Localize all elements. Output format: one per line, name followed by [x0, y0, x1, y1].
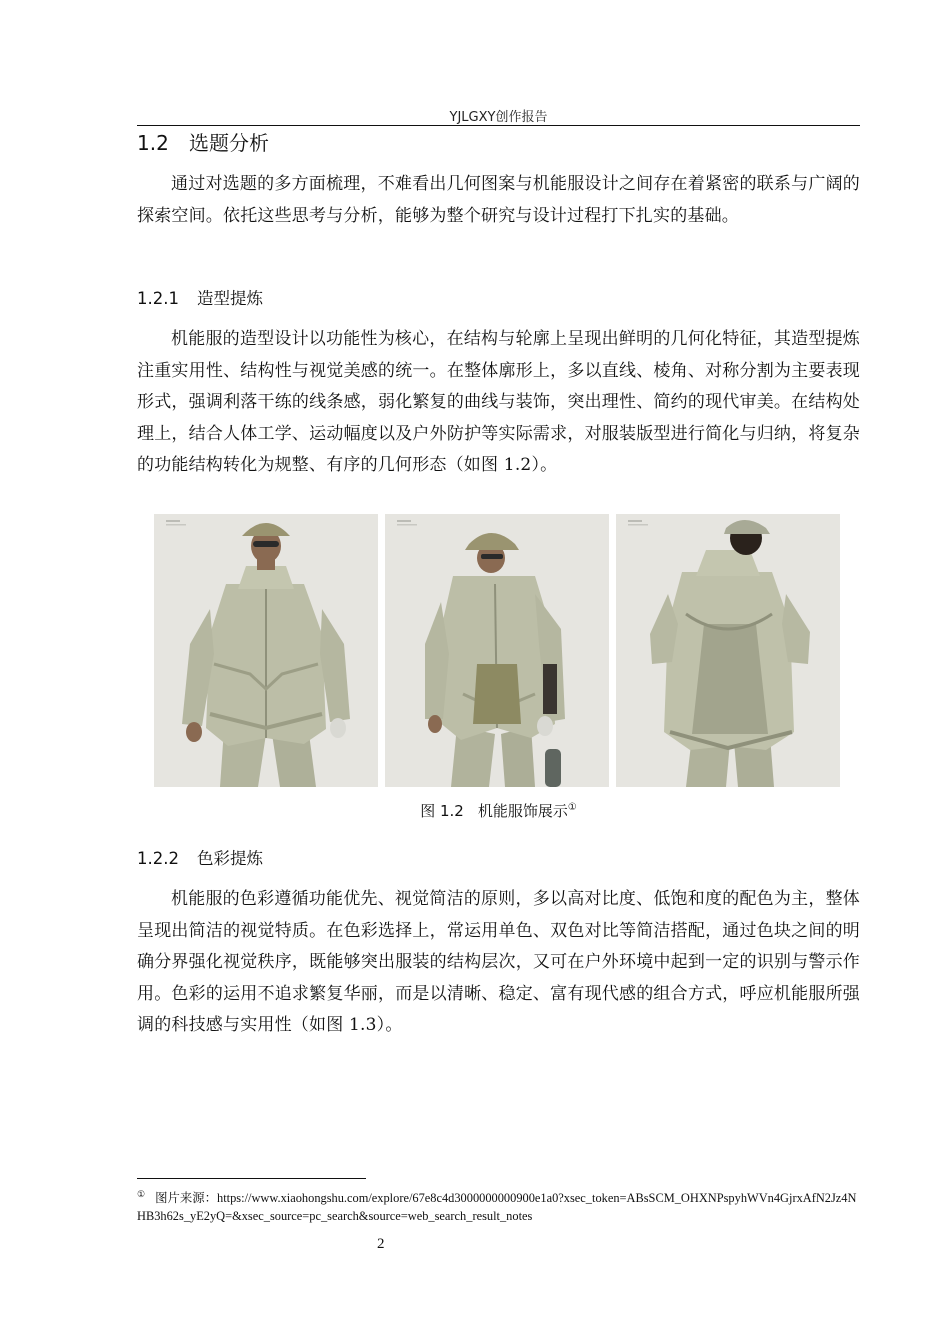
- color-paragraph: 机能服的色彩遵循功能优先、视觉简洁的原则，多以高对比度、低饱和度的配色为主，整体呈现出简洁的视觉特质。在色彩选择上，常运用单色、双色对比等简洁搭配，通过色块之间的明确分界强化视觉秩序，既能够突出服装的结构层次，又可在户外环境中起到一定的识别与警示作用。色彩的运用不追求繁复华丽，而是以清晰、稳定、富有现代感的组合方式，呼应机能服所强调的科技感与实用性（如图 1.3）。: [137, 889, 860, 1035]
- header-rule: [137, 125, 860, 126]
- subsection-title: 色彩提炼: [197, 849, 263, 868]
- figure-photo-side: [385, 514, 609, 787]
- figure-photo-back: [616, 514, 840, 787]
- section-intro-paragraph: 通过对选题的多方面梳理，不难看出几何图案与机能服设计之间存在着紧密的联系与广阔的探索空间。依托这些思考与分析，能够为整个研究与设计过程打下扎实的基础。: [137, 174, 860, 226]
- figure-number: 图 1.2: [420, 802, 464, 820]
- figure-photo-front: [154, 514, 378, 787]
- figure-caption: [137, 800, 860, 821]
- subsection-title: 造型提炼: [197, 289, 263, 308]
- section-title: 选题分析: [189, 131, 269, 155]
- subsection-heading-color: [137, 848, 263, 870]
- footnote-reference[interactable]: ①: [567, 802, 577, 813]
- shape-paragraph: 机能服的造型设计以功能性为核心，在结构与轮廓上呈现出鲜明的几何化特征，其造型提炼注重实用性、结构性与视觉美感的统一。在整体廓形上，多以直线、棱角、对称分割为主要表现形式，强调利落干练的线条感，弱化繁复的曲线与装饰，突出理性、简约的现代审美。在结构处理上，结合人体工学、运动幅度以及户外防护等实际需求，对服装版型进行简化与归纳，将复杂的功能结构转化为规整、有序的几何形态（如图 1.2）。: [137, 329, 860, 475]
- page-number: 2: [377, 1236, 385, 1252]
- subsection-number: 1.2.2: [137, 849, 179, 868]
- footnote: [137, 1186, 860, 1225]
- page-header: YJLGXY创作报告: [449, 110, 548, 125]
- subsection-heading-shape: [137, 288, 263, 310]
- footnote-rule: [137, 1178, 366, 1179]
- section-heading: [137, 130, 269, 156]
- section-number: 1.2: [137, 131, 169, 155]
- footnote-mark: ①: [137, 1189, 146, 1199]
- figure-caption-text: 机能服饰展示: [477, 802, 568, 820]
- subsection-number: 1.2.1: [137, 289, 179, 308]
- footnote-text[interactable]: 图片来源：https://www.xiaohongshu.com/explore/67e8c4d3000000000900e1a0?xsec_token=ABsSCM_OHXNPspyhWVn4GjrxAfN2Jz4NHB3h62s_yE2yQ=&xsec_source=pc_search&source=web_search_result_notes: [137, 1191, 857, 1223]
